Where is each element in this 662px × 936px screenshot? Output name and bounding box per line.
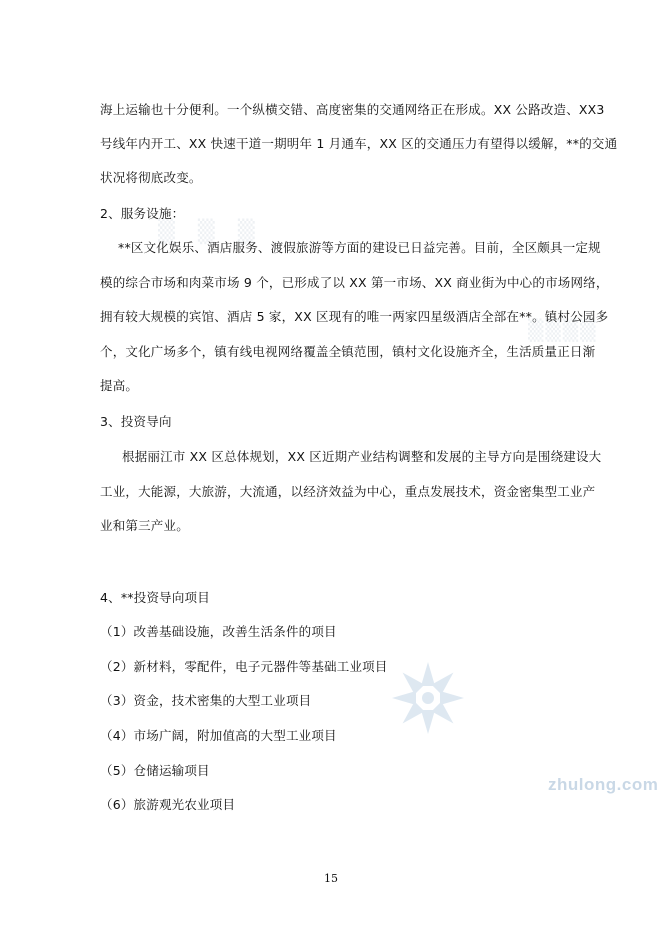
faint-watermark-mark: ▒▒▒▒	[528, 318, 598, 342]
paragraph-line: **区文化娱乐、酒店服务、渡假旅游等方面的建设已日益完善。目前，全区颇具一定规	[118, 240, 601, 255]
zhulong-logo-icon	[388, 658, 468, 738]
list-item: （4）市场广阔，附加值高的大型工业项目	[100, 728, 337, 743]
paragraph-line: 个，文化广场多个，镇有线电视网络覆盖全镇范围，镇村文化设施齐全，生活质量正日渐	[100, 344, 596, 359]
paragraph-line: 根据丽江市 XX 区总体规划，XX 区近期产业结构调整和发展的主导方向是围绕建设大	[122, 449, 602, 464]
section-heading: 2、服务设施：	[100, 206, 185, 221]
watermark-text: zhulong.com	[548, 775, 659, 794]
page-number: 15	[324, 872, 338, 885]
paragraph-line: 提高。	[100, 378, 139, 393]
paragraph-line: 工业，大能源，大旅游，大流通，以经济效益为中心，重点发展技术，资金密集型工业产	[100, 484, 596, 499]
paragraph-line: 业和第三产业。	[100, 518, 189, 533]
list-item: （2）新材料，零配件，电子元器件等基础工业项目	[100, 659, 388, 674]
paragraph-line: 拥有较大规模的宾馆、酒店 5 家，XX 区现有的唯一两家四星级酒店全部在**。镇村公园多	[100, 309, 609, 324]
section-heading: 3、投资导向	[100, 414, 172, 429]
list-item: （5）仓储运输项目	[100, 763, 210, 778]
section-heading: 4、**投资导向项目	[100, 590, 210, 605]
list-item: （1）改善基础设施，改善生活条件的项目	[100, 624, 337, 639]
paragraph-line: 号线年内开工、XX 快速干道一期明年 1 月通车，XX 区的交通压力有望得以缓解，**的交通	[100, 136, 618, 151]
paragraph-line: 模的综合市场和肉菜市场 9 个，已形成了以 XX 第一市场、XX 商业街为中心的市场网络，	[100, 275, 609, 290]
list-item: （3）资金，技术密集的大型工业项目	[100, 693, 312, 708]
list-item: （6）旅游观光农业项目	[100, 797, 236, 812]
paragraph-line: 状况将彻底改变。	[100, 170, 202, 185]
faint-watermark-mark: ▒ ▒ ▒	[158, 220, 263, 245]
paragraph-line: 海上运输也十分便利。一个纵横交错、高度密集的交通网络正在形成。XX 公路改造、XX3	[100, 102, 605, 117]
